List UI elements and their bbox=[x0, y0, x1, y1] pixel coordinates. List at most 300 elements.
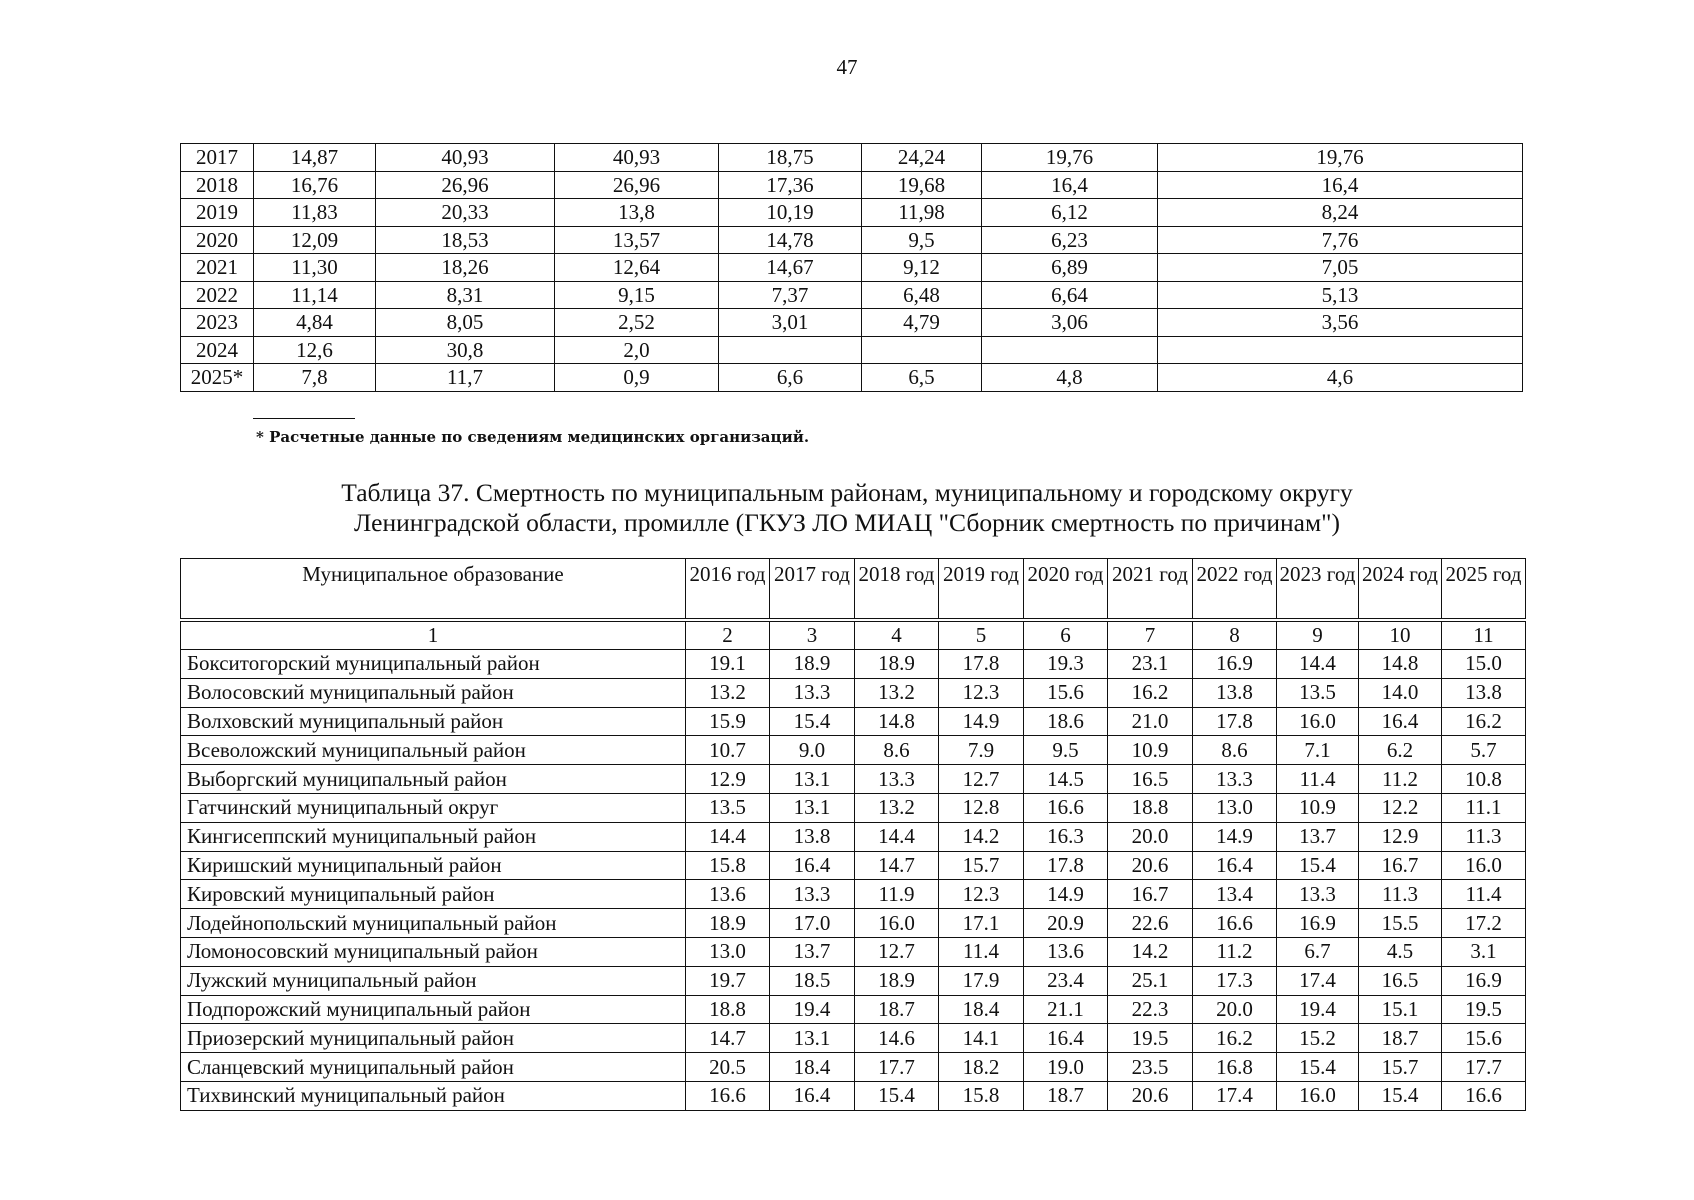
table-cell: 5,13 bbox=[1158, 281, 1523, 309]
table-cell: 14.8 bbox=[1359, 650, 1442, 679]
column-header: 2025 год bbox=[1442, 559, 1526, 621]
table-cell: 6,23 bbox=[982, 226, 1158, 254]
table-cell: 16.0 bbox=[1442, 851, 1526, 880]
table-cell: 16.6 bbox=[1193, 909, 1277, 938]
table-cell: 13.8 bbox=[1193, 678, 1277, 707]
table-cell: 7,37 bbox=[719, 281, 862, 309]
table-cell: 13.0 bbox=[1193, 793, 1277, 822]
table-cell: 6,89 bbox=[982, 254, 1158, 282]
table-cell: 3,06 bbox=[982, 309, 1158, 337]
table-cell: 15.6 bbox=[1442, 1024, 1526, 1053]
table-cell: 16.5 bbox=[1108, 765, 1193, 794]
table-cell: 19.1 bbox=[686, 650, 770, 679]
table-cell: 9.0 bbox=[770, 736, 855, 765]
table-cell: 16.6 bbox=[1024, 793, 1108, 822]
table-cell: 17.7 bbox=[1442, 1053, 1526, 1082]
table-cell: 16.9 bbox=[1442, 966, 1526, 995]
table-cell: 8,05 bbox=[376, 309, 555, 337]
table-cell: 2020 bbox=[181, 226, 254, 254]
table-cell: 16.5 bbox=[1359, 966, 1442, 995]
column-number: 10 bbox=[1359, 620, 1442, 650]
table-cell: 7.9 bbox=[939, 736, 1024, 765]
table-row bbox=[181, 822, 1526, 851]
table-cell: 18.4 bbox=[770, 1053, 855, 1082]
table-cell: 14.0 bbox=[1359, 678, 1442, 707]
table-cell: 13,57 bbox=[555, 226, 719, 254]
table-cell: 13.6 bbox=[686, 880, 770, 909]
table-cell: 19.3 bbox=[1024, 650, 1108, 679]
table-cell: 11,98 bbox=[862, 199, 982, 227]
table-cell: 2,52 bbox=[555, 309, 719, 337]
table-cell: 13.4 bbox=[1193, 880, 1277, 909]
column-header: 2019 год bbox=[939, 559, 1024, 621]
column-number: 6 bbox=[1024, 620, 1108, 650]
table-row bbox=[181, 254, 1523, 282]
table-cell: 13.1 bbox=[770, 1024, 855, 1053]
column-number: 2 bbox=[686, 620, 770, 650]
table-cell: 12.3 bbox=[939, 880, 1024, 909]
table-cell: 14.7 bbox=[686, 1024, 770, 1053]
column-header: 2016 год bbox=[686, 559, 770, 621]
table-header-row bbox=[181, 559, 1526, 621]
table-cell: 16.4 bbox=[1024, 1024, 1108, 1053]
table-cell: 11.2 bbox=[1359, 765, 1442, 794]
table-cell: 21.1 bbox=[1024, 995, 1108, 1024]
table-cell: 11.2 bbox=[1193, 937, 1277, 966]
table-cell: 13.1 bbox=[770, 765, 855, 794]
table-cell: 19.4 bbox=[1277, 995, 1359, 1024]
table-cell: 18.5 bbox=[770, 966, 855, 995]
table-cell: 13.3 bbox=[770, 880, 855, 909]
table-cell: 18.2 bbox=[939, 1053, 1024, 1082]
table-cell: 16.6 bbox=[686, 1081, 770, 1110]
table-cell: 18.6 bbox=[1024, 707, 1108, 736]
table-cell: 10.7 bbox=[686, 736, 770, 765]
table-cell: 14.9 bbox=[1193, 822, 1277, 851]
table-cell: 25.1 bbox=[1108, 966, 1193, 995]
table-cell: 14.2 bbox=[1108, 937, 1193, 966]
table-cell: 4,84 bbox=[254, 309, 376, 337]
table-cell: 23.1 bbox=[1108, 650, 1193, 679]
table-cell: 16.9 bbox=[1277, 909, 1359, 938]
table-cell: 8.6 bbox=[855, 736, 939, 765]
table-cell: 17.8 bbox=[939, 650, 1024, 679]
table-cell: 15.6 bbox=[1024, 678, 1108, 707]
table-cell: 14.1 bbox=[939, 1024, 1024, 1053]
table-cell: 2019 bbox=[181, 199, 254, 227]
table-cell: 9.5 bbox=[1024, 736, 1108, 765]
table-cell: 3,01 bbox=[719, 309, 862, 337]
table-cell: 9,15 bbox=[555, 281, 719, 309]
table-cell: 11.1 bbox=[1442, 793, 1526, 822]
table-cell: 15.8 bbox=[939, 1081, 1024, 1110]
column-header: 2020 год bbox=[1024, 559, 1108, 621]
table-cell: 6,64 bbox=[982, 281, 1158, 309]
table-cell: 17.1 bbox=[939, 909, 1024, 938]
table-cell: 15.1 bbox=[1359, 995, 1442, 1024]
table-cell: 12.9 bbox=[1359, 822, 1442, 851]
table-cell: 16.4 bbox=[1359, 707, 1442, 736]
table-cell: 17.8 bbox=[1193, 707, 1277, 736]
table-cell: 20.5 bbox=[686, 1053, 770, 1082]
table-cell bbox=[982, 336, 1158, 364]
table-cell: 12,64 bbox=[555, 254, 719, 282]
table-cell: 18.9 bbox=[855, 966, 939, 995]
table-cell: 23.4 bbox=[1024, 966, 1108, 995]
table-row bbox=[181, 171, 1523, 199]
table-row bbox=[181, 707, 1526, 736]
table-row bbox=[181, 937, 1526, 966]
table-cell: 7,76 bbox=[1158, 226, 1523, 254]
column-header: 2021 год bbox=[1108, 559, 1193, 621]
table-cell: 14,78 bbox=[719, 226, 862, 254]
table-cell: 17.7 bbox=[855, 1053, 939, 1082]
table-cell: 10,19 bbox=[719, 199, 862, 227]
table-row bbox=[181, 281, 1523, 309]
table-cell: 16,4 bbox=[982, 171, 1158, 199]
table-cell bbox=[862, 336, 982, 364]
table-cell: 11.9 bbox=[855, 880, 939, 909]
table-cell: 16.0 bbox=[855, 909, 939, 938]
table-cell: 18.9 bbox=[686, 909, 770, 938]
footnote-rule bbox=[253, 418, 355, 419]
column-number: 1 bbox=[181, 620, 686, 650]
table-main bbox=[180, 558, 1526, 1111]
table-cell: 16,76 bbox=[254, 171, 376, 199]
table-cell: 16,4 bbox=[1158, 171, 1523, 199]
table-cell: 15.0 bbox=[1442, 650, 1526, 679]
column-header: Муниципальное образование bbox=[181, 559, 686, 621]
table-cell: 14.8 bbox=[855, 707, 939, 736]
table-cell: 26,96 bbox=[555, 171, 719, 199]
table-cell: 19.5 bbox=[1108, 1024, 1193, 1053]
district-name: Подпорожский муниципальный район bbox=[181, 995, 686, 1024]
table-cell: 18,75 bbox=[719, 144, 862, 172]
table-cell: 11.3 bbox=[1359, 880, 1442, 909]
district-name: Киришский муниципальный район bbox=[181, 851, 686, 880]
table-caption-line-1: Таблица 37. Смертность по муниципальным районам, муниципальному и городскому округу bbox=[341, 478, 1353, 507]
column-header: 2024 год bbox=[1359, 559, 1442, 621]
table-cell: 15.4 bbox=[855, 1081, 939, 1110]
table-row bbox=[181, 851, 1526, 880]
table-cell: 11,83 bbox=[254, 199, 376, 227]
table-cell: 14.4 bbox=[855, 822, 939, 851]
table-cell: 19,76 bbox=[982, 144, 1158, 172]
table-cell: 15.4 bbox=[770, 707, 855, 736]
table-cell: 18.8 bbox=[686, 995, 770, 1024]
table-cell: 12.3 bbox=[939, 678, 1024, 707]
table-cell: 8,24 bbox=[1158, 199, 1523, 227]
table-cell: 19.4 bbox=[770, 995, 855, 1024]
table-cell: 3,56 bbox=[1158, 309, 1523, 337]
table-cell: 17.9 bbox=[939, 966, 1024, 995]
table-caption bbox=[0, 478, 1694, 538]
district-name: Приозерский муниципальный район bbox=[181, 1024, 686, 1053]
table-cell: 0,9 bbox=[555, 364, 719, 392]
table-cell: 19.5 bbox=[1442, 995, 1526, 1024]
table-cell: 18.8 bbox=[1108, 793, 1193, 822]
column-number: 11 bbox=[1442, 620, 1526, 650]
table-cell: 20.0 bbox=[1193, 995, 1277, 1024]
column-number: 3 bbox=[770, 620, 855, 650]
table-top bbox=[180, 143, 1523, 392]
table-cell: 23.5 bbox=[1108, 1053, 1193, 1082]
table-cell: 22.6 bbox=[1108, 909, 1193, 938]
district-name: Бокситогорский муниципальный район bbox=[181, 650, 686, 679]
table-row bbox=[181, 909, 1526, 938]
table-cell: 20.6 bbox=[1108, 1081, 1193, 1110]
footnote: * Расчетные данные по сведениям медицинских организаций. bbox=[256, 428, 810, 446]
table-cell: 17,36 bbox=[719, 171, 862, 199]
table-cell: 19,68 bbox=[862, 171, 982, 199]
table-cell: 19.7 bbox=[686, 966, 770, 995]
table-cell: 40,93 bbox=[376, 144, 555, 172]
table-cell: 13.3 bbox=[1277, 880, 1359, 909]
table-cell: 11.4 bbox=[1277, 765, 1359, 794]
column-header: 2023 год bbox=[1277, 559, 1359, 621]
table-cell: 15.2 bbox=[1277, 1024, 1359, 1053]
table-cell: 18.9 bbox=[770, 650, 855, 679]
table-cell: 6,48 bbox=[862, 281, 982, 309]
table-cell: 16.4 bbox=[1193, 851, 1277, 880]
table-cell: 17.8 bbox=[1024, 851, 1108, 880]
table-cell: 11,14 bbox=[254, 281, 376, 309]
table-cell: 6.7 bbox=[1277, 937, 1359, 966]
table-cell: 14.4 bbox=[686, 822, 770, 851]
table-cell: 20.0 bbox=[1108, 822, 1193, 851]
table-cell: 14.9 bbox=[939, 707, 1024, 736]
table-cell: 16.0 bbox=[1277, 1081, 1359, 1110]
table-cell: 13.2 bbox=[855, 793, 939, 822]
column-number: 5 bbox=[939, 620, 1024, 650]
table-cell: 17.3 bbox=[1193, 966, 1277, 995]
table-cell: 18.9 bbox=[855, 650, 939, 679]
table-cell: 2022 bbox=[181, 281, 254, 309]
table-cell: 16.2 bbox=[1442, 707, 1526, 736]
table-cell: 15.7 bbox=[1359, 1053, 1442, 1082]
table-cell: 2018 bbox=[181, 171, 254, 199]
column-number: 9 bbox=[1277, 620, 1359, 650]
table-cell: 18.7 bbox=[855, 995, 939, 1024]
table-cell: 2,0 bbox=[555, 336, 719, 364]
district-name: Волосовский муниципальный район bbox=[181, 678, 686, 707]
table-row bbox=[181, 1081, 1526, 1110]
table-cell: 12.8 bbox=[939, 793, 1024, 822]
table-cell: 2021 bbox=[181, 254, 254, 282]
table-cell: 15.9 bbox=[686, 707, 770, 736]
table-cell: 13.0 bbox=[686, 937, 770, 966]
table-cell: 6,5 bbox=[862, 364, 982, 392]
table-cell: 16.7 bbox=[1359, 851, 1442, 880]
column-header: 2018 год bbox=[855, 559, 939, 621]
table-cell: 13.8 bbox=[1442, 678, 1526, 707]
table-cell: 18,53 bbox=[376, 226, 555, 254]
table-cell: 12.9 bbox=[686, 765, 770, 794]
table-cell: 4,8 bbox=[982, 364, 1158, 392]
table-cell: 15.4 bbox=[1277, 851, 1359, 880]
table-cell: 15.4 bbox=[1277, 1053, 1359, 1082]
table-cell: 13.7 bbox=[770, 937, 855, 966]
table-cell: 19,76 bbox=[1158, 144, 1523, 172]
table-cell: 13.3 bbox=[770, 678, 855, 707]
table-cell: 10.9 bbox=[1277, 793, 1359, 822]
table-cell: 24,24 bbox=[862, 144, 982, 172]
table-row bbox=[181, 650, 1526, 679]
table-cell: 12,09 bbox=[254, 226, 376, 254]
district-name: Лужский муниципальный район bbox=[181, 966, 686, 995]
table-row bbox=[181, 880, 1526, 909]
table-row bbox=[181, 793, 1526, 822]
table-cell: 12.7 bbox=[855, 937, 939, 966]
table-cell: 17.4 bbox=[1277, 966, 1359, 995]
table-cell: 13.6 bbox=[1024, 937, 1108, 966]
table-caption-line-2: Ленинградской области, промилле (ГКУЗ ЛО МИАЦ "Сборник смертность по причинам") bbox=[354, 508, 1340, 537]
table-cell: 14.6 bbox=[855, 1024, 939, 1053]
table-cell: 16.3 bbox=[1024, 822, 1108, 851]
table-row bbox=[181, 966, 1526, 995]
table-row bbox=[181, 1024, 1526, 1053]
district-name: Волховский муниципальный район bbox=[181, 707, 686, 736]
table-cell: 10.9 bbox=[1108, 736, 1193, 765]
table-cell: 9,12 bbox=[862, 254, 982, 282]
table-cell: 13.3 bbox=[855, 765, 939, 794]
table-cell: 2023 bbox=[181, 309, 254, 337]
table-cell: 11.4 bbox=[939, 937, 1024, 966]
table-cell: 7,05 bbox=[1158, 254, 1523, 282]
table-cell: 7.1 bbox=[1277, 736, 1359, 765]
table-row bbox=[181, 309, 1523, 337]
table-cell: 13.3 bbox=[1193, 765, 1277, 794]
table-row bbox=[181, 1053, 1526, 1082]
table-cell: 20.9 bbox=[1024, 909, 1108, 938]
table-cell: 8,31 bbox=[376, 281, 555, 309]
column-number: 8 bbox=[1193, 620, 1277, 650]
table-cell: 15.7 bbox=[939, 851, 1024, 880]
table-cell: 13.7 bbox=[1277, 822, 1359, 851]
table-cell: 18.4 bbox=[939, 995, 1024, 1024]
table-cell: 17.0 bbox=[770, 909, 855, 938]
table-row bbox=[181, 736, 1526, 765]
table-cell: 4,79 bbox=[862, 309, 982, 337]
table-cell: 17.4 bbox=[1193, 1081, 1277, 1110]
table-cell: 16.4 bbox=[770, 1081, 855, 1110]
table-row bbox=[181, 364, 1523, 392]
table-cell: 2025* bbox=[181, 364, 254, 392]
table-cell: 11.3 bbox=[1442, 822, 1526, 851]
table-cell: 9,5 bbox=[862, 226, 982, 254]
table-cell: 22.3 bbox=[1108, 995, 1193, 1024]
table-cell: 30,8 bbox=[376, 336, 555, 364]
table-cell: 4.5 bbox=[1359, 937, 1442, 966]
table-cell: 21.0 bbox=[1108, 707, 1193, 736]
table-row bbox=[181, 678, 1526, 707]
table-cell: 14.4 bbox=[1277, 650, 1359, 679]
table-cell: 40,93 bbox=[555, 144, 719, 172]
table-row bbox=[181, 144, 1523, 172]
table-cell: 13.5 bbox=[1277, 678, 1359, 707]
table-cell: 11.4 bbox=[1442, 880, 1526, 909]
table-cell: 14,87 bbox=[254, 144, 376, 172]
table-cell: 17.2 bbox=[1442, 909, 1526, 938]
table-cell: 8.6 bbox=[1193, 736, 1277, 765]
table-cell: 5.7 bbox=[1442, 736, 1526, 765]
table-cell: 20,33 bbox=[376, 199, 555, 227]
table-cell: 11,7 bbox=[376, 364, 555, 392]
table-cell: 13.1 bbox=[770, 793, 855, 822]
table-cell: 18.7 bbox=[1024, 1081, 1108, 1110]
table-cell: 15.8 bbox=[686, 851, 770, 880]
district-name: Гатчинский муниципальный округ bbox=[181, 793, 686, 822]
table-cell: 6.2 bbox=[1359, 736, 1442, 765]
district-name: Ломоносовский муниципальный район bbox=[181, 937, 686, 966]
table-cell: 16.2 bbox=[1108, 678, 1193, 707]
table-cell: 2017 bbox=[181, 144, 254, 172]
table-cell: 18,26 bbox=[376, 254, 555, 282]
table-cell bbox=[719, 336, 862, 364]
table-cell: 16.4 bbox=[770, 851, 855, 880]
district-name: Лодейнопольский муниципальный район bbox=[181, 909, 686, 938]
table-cell: 2024 bbox=[181, 336, 254, 364]
table-cell: 16.7 bbox=[1108, 880, 1193, 909]
district-name: Выборгский муниципальный район bbox=[181, 765, 686, 794]
table-cell: 13.5 bbox=[686, 793, 770, 822]
table-cell: 7,8 bbox=[254, 364, 376, 392]
table-cell: 13,8 bbox=[555, 199, 719, 227]
table-cell: 16.0 bbox=[1277, 707, 1359, 736]
district-name: Сланцевский муниципальный район bbox=[181, 1053, 686, 1082]
table-cell: 13.2 bbox=[686, 678, 770, 707]
table-cell: 15.4 bbox=[1359, 1081, 1442, 1110]
table-cell: 15.5 bbox=[1359, 909, 1442, 938]
table-cell: 12,6 bbox=[254, 336, 376, 364]
table-row bbox=[181, 199, 1523, 227]
table-cell: 13.2 bbox=[855, 678, 939, 707]
table-cell: 14.5 bbox=[1024, 765, 1108, 794]
table-cell: 20.6 bbox=[1108, 851, 1193, 880]
table-cell: 3.1 bbox=[1442, 937, 1526, 966]
column-header: 2017 год bbox=[770, 559, 855, 621]
table-cell: 16.9 bbox=[1193, 650, 1277, 679]
table-cell: 6,6 bbox=[719, 364, 862, 392]
table-cell: 18.7 bbox=[1359, 1024, 1442, 1053]
district-name: Всеволожский муниципальный район bbox=[181, 736, 686, 765]
table-row bbox=[181, 995, 1526, 1024]
column-header: 2022 год bbox=[1193, 559, 1277, 621]
district-name: Кингисеппский муниципальный район bbox=[181, 822, 686, 851]
table-cell: 19.0 bbox=[1024, 1053, 1108, 1082]
table-row bbox=[181, 226, 1523, 254]
table-cell: 14.9 bbox=[1024, 880, 1108, 909]
table-row bbox=[181, 336, 1523, 364]
table-cell: 4,6 bbox=[1158, 364, 1523, 392]
table-cell: 16.2 bbox=[1193, 1024, 1277, 1053]
table-cell: 13.8 bbox=[770, 822, 855, 851]
page-number: 47 bbox=[836, 55, 858, 79]
column-number: 7 bbox=[1108, 620, 1193, 650]
district-name: Тихвинский муниципальный район bbox=[181, 1081, 686, 1110]
table-cell: 26,96 bbox=[376, 171, 555, 199]
table-cell bbox=[1158, 336, 1523, 364]
table-cell: 14.7 bbox=[855, 851, 939, 880]
table-cell: 11,30 bbox=[254, 254, 376, 282]
table-row bbox=[181, 765, 1526, 794]
column-number-row bbox=[181, 620, 1526, 650]
table-cell: 14.2 bbox=[939, 822, 1024, 851]
table-cell: 16.6 bbox=[1442, 1081, 1526, 1110]
column-number: 4 bbox=[855, 620, 939, 650]
district-name: Кировский муниципальный район bbox=[181, 880, 686, 909]
table-cell: 16.8 bbox=[1193, 1053, 1277, 1082]
